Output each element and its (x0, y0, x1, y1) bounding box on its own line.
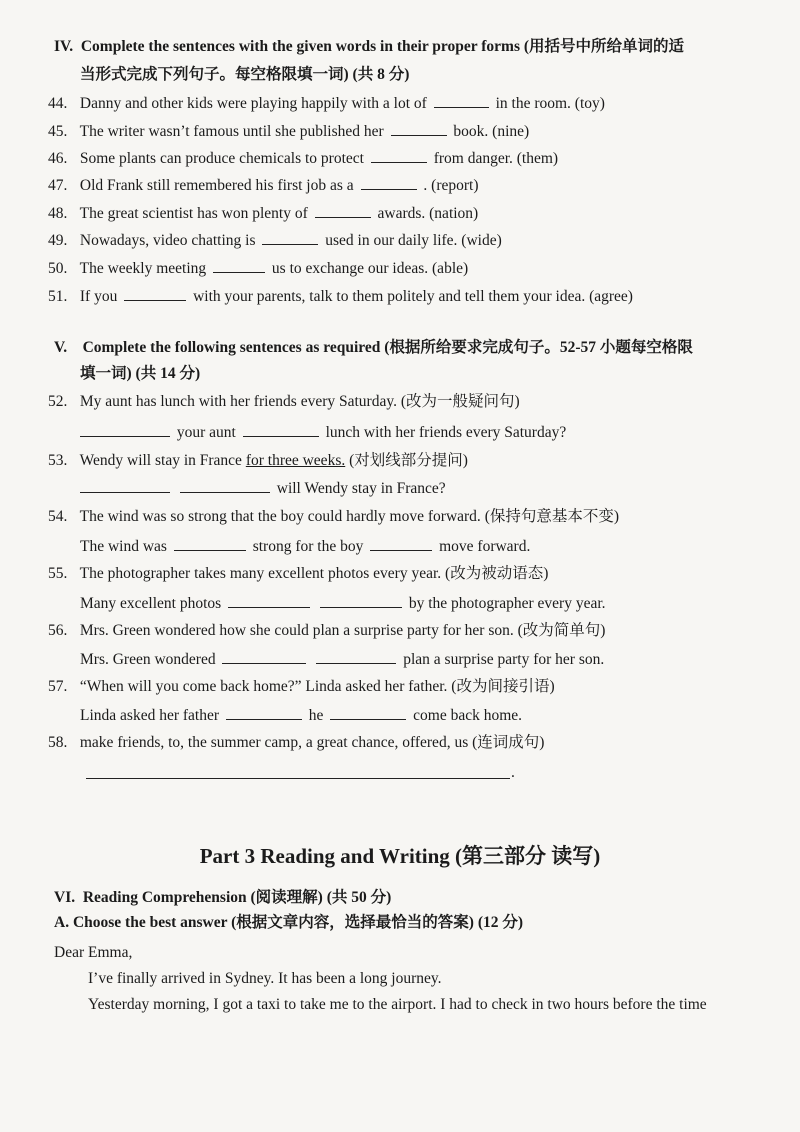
answer-text: strong for the boy (252, 538, 364, 555)
question-number: 44. (48, 95, 68, 112)
question-text: Some plants can produce chemicals to protect (79, 150, 364, 167)
question-text: The wind was so strong that the boy could hardly move forward. (79, 508, 481, 525)
section-vi-header (54, 888, 391, 908)
answer-line-52 (80, 422, 566, 443)
section-iv-header (54, 37, 684, 57)
answer-blank[interactable] (80, 422, 170, 437)
answer-blank[interactable] (228, 593, 310, 608)
question-46 (48, 148, 558, 169)
answer-text: The wind was (80, 538, 167, 555)
question-text: . (report) (423, 177, 479, 194)
answer-text: plan a surprise party for her son. (403, 651, 605, 668)
question-number: 51. (48, 288, 68, 305)
question-text: The writer wasn’t famous until she published her (79, 123, 384, 140)
question-49 (48, 230, 502, 251)
answer-blank[interactable] (391, 121, 447, 136)
question-requirement: (改为简单句) (517, 622, 606, 639)
question-number: 47. (48, 177, 68, 194)
question-50 (48, 258, 468, 279)
answer-text: Mrs. Green wondered (80, 651, 216, 668)
question-51 (48, 286, 633, 307)
question-number: 49. (48, 232, 68, 249)
answer-blank[interactable] (370, 536, 432, 551)
question-number: 48. (48, 205, 68, 222)
question-number: 58. (48, 734, 68, 751)
question-text: us to exchange our ideas. (able) (271, 260, 469, 277)
question-requirement: (对划线部分提问) (349, 452, 468, 469)
question-text: Danny and other kids were playing happily with a lot of (79, 95, 427, 112)
answer-blank[interactable] (330, 705, 406, 720)
answer-line-53 (80, 478, 446, 499)
question-text: If you (79, 288, 118, 305)
question-57 (48, 677, 555, 697)
answer-blank[interactable] (213, 258, 265, 273)
subsection-points: (12 分) (477, 914, 524, 931)
answer-line-57 (80, 705, 522, 726)
question-requirement: (改为间接引语) (451, 678, 555, 695)
question-number: 55. (48, 565, 68, 582)
question-text: My aunt has lunch with her friends every Saturday. (79, 393, 397, 410)
answer-text: your aunt (176, 424, 236, 441)
answer-line-55 (80, 593, 606, 614)
question-47 (48, 175, 479, 196)
question-number: 52. (48, 393, 68, 410)
part-title-cn: (第三部分 读写) (455, 844, 601, 868)
section-title: Complete the following sentences as required (82, 339, 381, 356)
question-55 (48, 564, 548, 584)
question-requirement: (改为被动语态) (445, 565, 549, 582)
section-title: Complete the sentences with the given words in their proper forms (80, 38, 520, 55)
answer-line-58[interactable] (86, 778, 510, 779)
question-text: from danger. (them) (433, 150, 559, 167)
part-3-title (0, 840, 800, 870)
part-title: Part 3 Reading and Writing (199, 844, 450, 868)
answer-blank[interactable] (174, 536, 246, 551)
answer-text: will Wendy stay in France? (276, 480, 446, 497)
answer-blank[interactable] (361, 175, 417, 190)
sentence-end: . (511, 764, 515, 781)
question-requirement: (改为一般疑问句) (400, 393, 520, 410)
question-52 (48, 392, 520, 412)
underlined-phrase: for three weeks. (245, 452, 346, 469)
question-number: 46. (48, 150, 68, 167)
answer-line-54 (80, 536, 530, 557)
answer-blank[interactable] (243, 422, 319, 437)
question-text: The weekly meeting (79, 260, 207, 277)
question-text: The photographer takes many excellent photos every year. (79, 565, 442, 582)
answer-text: come back home. (413, 707, 523, 724)
question-text: Nowadays, video chatting is (79, 232, 256, 249)
question-requirement: (连词成句) (472, 734, 545, 751)
answer-blank[interactable] (315, 203, 371, 218)
answer-blank[interactable] (124, 286, 186, 301)
question-text: book. (nine) (453, 123, 530, 140)
answer-blank[interactable] (371, 148, 427, 163)
question-number: 45. (48, 123, 68, 140)
answer-text: move forward. (439, 538, 531, 555)
question-text: with your parents, talk to them politely and tell them your idea. (agree) (193, 288, 633, 305)
answer-blank[interactable] (222, 649, 306, 664)
answer-text: by the photographer every year. (408, 595, 606, 612)
question-text: awards. (nation) (377, 205, 479, 222)
question-text: The great scientist has won plenty of (79, 205, 308, 222)
question-number: 54. (48, 508, 68, 525)
answer-text: Linda asked her father (80, 707, 220, 724)
question-53 (48, 451, 468, 471)
answer-blank[interactable] (320, 593, 402, 608)
subsection-title: A. Choose the best answer (54, 914, 228, 931)
question-text: Mrs. Green wondered how she could plan a surprise party for her son. (79, 622, 514, 639)
question-text: Old Frank still remembered his first job as a (79, 177, 354, 194)
question-text: Wendy will stay in France (79, 452, 242, 469)
letter-greeting: Dear Emma, (54, 944, 133, 961)
section-points: (共 50 分) (326, 889, 392, 906)
question-58 (48, 733, 544, 753)
answer-text: Many excellent photos (80, 595, 222, 612)
section-title-cn: 填一词) (80, 365, 132, 382)
section-label: IV. (54, 38, 74, 55)
section-title-cn: (根据所给要求完成句子。52-57 小题每空格限 (384, 339, 693, 356)
question-54 (48, 507, 619, 527)
question-number: 57. (48, 678, 68, 695)
section-title-cn: 当形式完成下列句子。每空格限填一词) (80, 66, 349, 83)
section-title-cn: (用括号中所给单词的适 (523, 38, 685, 55)
answer-blank[interactable] (226, 705, 302, 720)
question-56 (48, 621, 605, 641)
section-title-cn: (阅读理解) (250, 889, 323, 906)
subsection-a-header (54, 913, 523, 933)
question-requirement: (保持句意基本不变) (484, 508, 620, 525)
section-title: Reading Comprehension (82, 889, 247, 906)
section-v-header-cont (80, 364, 200, 384)
section-iv-header-cont (80, 65, 409, 85)
subsection-title-cn: (根据文章内容，选择最恰当的答案) (231, 914, 474, 931)
letter-paragraph-1: I’ve finally arrived in Sydney. It has been a long journey. (88, 970, 442, 987)
question-text: make friends, to, the summer camp, a great chance, offered, us (79, 734, 469, 751)
answer-text: he (308, 707, 324, 724)
question-number: 56. (48, 622, 68, 639)
answer-line-56 (80, 649, 604, 670)
section-label: VI. (54, 889, 76, 906)
question-text: used in our daily life. (wide) (325, 232, 502, 249)
answer-blank[interactable] (180, 478, 270, 493)
section-points: (共 8 分) (352, 66, 410, 83)
answer-blank[interactable] (434, 93, 489, 108)
answer-text: lunch with her friends every Saturday? (325, 424, 567, 441)
question-number: 50. (48, 260, 68, 277)
question-45 (48, 121, 529, 142)
question-text: “When will you come back home?” Linda asked her father. (79, 678, 448, 695)
question-48 (48, 203, 478, 224)
letter-paragraph-2: Yesterday morning, I got a taxi to take me to the airport. I had to check in two hours before the time (88, 996, 707, 1013)
question-text: in the room. (toy) (495, 95, 605, 112)
answer-blank[interactable] (262, 230, 318, 245)
answer-blank[interactable] (316, 649, 396, 664)
section-v-header (54, 338, 693, 358)
answer-blank[interactable] (80, 478, 170, 493)
question-44 (48, 93, 605, 114)
section-points: (共 14 分) (135, 365, 201, 382)
section-label: V. (54, 339, 68, 356)
question-number: 53. (48, 452, 68, 469)
